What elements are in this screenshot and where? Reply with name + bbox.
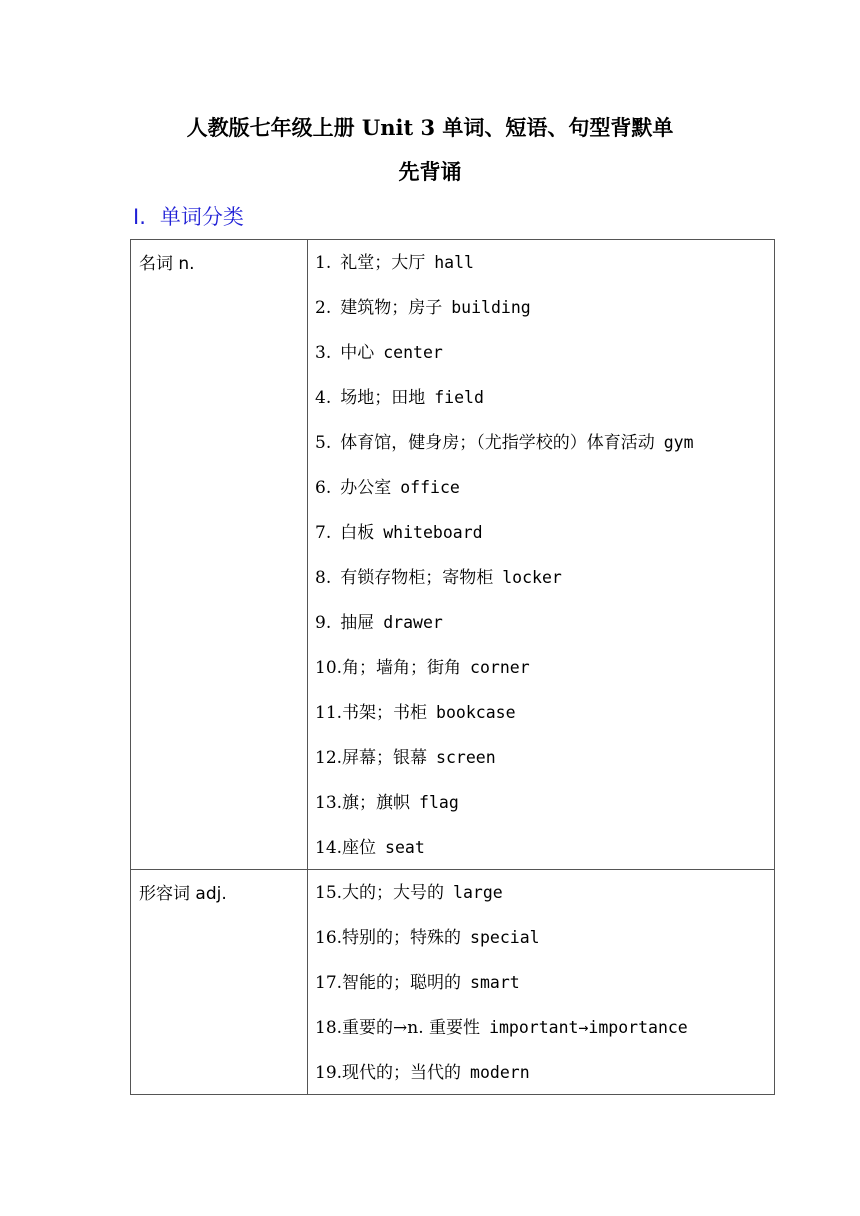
word-entry <box>315 745 774 790</box>
word-chinese: 现代的；当代的 <box>342 1063 462 1083</box>
word-number: 15. <box>315 883 343 903</box>
word-chinese: 屏幕；银幕 <box>342 748 428 768</box>
word-number: 12. <box>315 748 343 768</box>
vocabulary-table <box>130 239 775 1095</box>
word-english: bookcase <box>436 703 516 722</box>
word-english: large <box>453 883 503 902</box>
word-english: smart <box>470 973 520 992</box>
word-entry <box>315 655 774 700</box>
word-english: screen <box>436 748 496 767</box>
word-chinese: 中心 <box>340 343 375 363</box>
word-english: center <box>383 343 443 362</box>
word-entry <box>315 1060 774 1086</box>
word-number: 10. <box>315 658 343 678</box>
section-label: 单词分类 <box>159 205 244 229</box>
word-english: corner <box>470 658 530 677</box>
document-title: 人教版七年级上册 Unit 3 单词、短语、句型背默单 <box>186 115 674 140</box>
category-name: 形容词 adj. <box>131 870 308 1095</box>
word-list <box>308 870 775 1095</box>
word-chinese: 场地；田地 <box>340 388 426 408</box>
word-english: hall <box>434 253 474 272</box>
word-entry <box>315 610 774 655</box>
word-chinese: 角；墙角；街角 <box>342 658 462 678</box>
word-number: 1. <box>315 253 332 273</box>
word-entry <box>315 295 774 340</box>
word-chinese: 座位 <box>342 838 377 858</box>
section-number: I. <box>133 205 146 229</box>
word-chinese: 白板 <box>340 523 375 543</box>
word-english: special <box>470 928 540 947</box>
word-english: field <box>434 388 484 407</box>
word-english: office <box>400 478 460 497</box>
word-chinese: 旗；旗帜 <box>342 793 411 813</box>
word-entry <box>315 925 774 970</box>
word-chinese: 建筑物；房子 <box>340 298 443 318</box>
word-chinese: 重要的→n. 重要性 <box>342 1018 481 1038</box>
word-number: 17. <box>315 973 343 993</box>
word-entry <box>315 475 774 520</box>
word-entry <box>315 1015 774 1060</box>
word-entry <box>315 385 774 430</box>
word-chinese: 办公室 <box>340 478 392 498</box>
word-english: flag <box>419 793 459 812</box>
word-chinese: 有锁存物柜；寄物柜 <box>340 568 494 588</box>
word-number: 5. <box>315 433 332 453</box>
word-number: 11. <box>315 703 343 723</box>
word-number: 3. <box>315 343 332 363</box>
word-chinese: 智能的；聪明的 <box>342 973 462 993</box>
word-number: 8. <box>315 568 332 588</box>
document-subtitle: 先背诵 <box>398 159 462 184</box>
word-number: 14. <box>315 838 343 858</box>
word-english: locker <box>502 568 562 587</box>
category-row <box>131 240 775 870</box>
word-chinese: 大的；大号的 <box>342 883 445 903</box>
word-english: gym <box>663 433 694 452</box>
word-entry <box>315 835 774 861</box>
category-row <box>131 870 775 1095</box>
word-entry <box>315 880 774 925</box>
word-entry <box>315 970 774 1015</box>
word-number: 2. <box>315 298 332 318</box>
word-entry <box>315 340 774 385</box>
word-chinese: 礼堂；大厅 <box>340 253 426 273</box>
word-chinese: 体育馆，健身房；（尤指学校的）体育活动 <box>340 433 655 453</box>
word-english: seat <box>385 838 425 857</box>
word-number: 6. <box>315 478 332 498</box>
word-english: drawer <box>383 613 443 632</box>
word-english: whiteboard <box>383 523 483 542</box>
word-entry <box>315 430 774 475</box>
category-name: 名词 n. <box>131 240 308 870</box>
word-entry <box>315 790 774 835</box>
word-chinese: 书架；书柜 <box>342 703 428 723</box>
word-entry <box>315 700 774 745</box>
word-number: 4. <box>315 388 332 408</box>
word-entry <box>315 250 774 295</box>
word-number: 18. <box>315 1018 343 1038</box>
word-english: important→importance <box>489 1018 688 1037</box>
word-english: modern <box>470 1063 530 1082</box>
word-entry <box>315 565 774 610</box>
word-english: building <box>451 298 531 317</box>
word-number: 7. <box>315 523 332 543</box>
word-number: 19. <box>315 1063 343 1083</box>
section-heading <box>133 202 244 232</box>
word-number: 9. <box>315 613 332 633</box>
word-chinese: 特别的；特殊的 <box>342 928 462 948</box>
word-entry <box>315 520 774 565</box>
word-number: 16. <box>315 928 343 948</box>
word-number: 13. <box>315 793 343 813</box>
word-chinese: 抽屉 <box>340 613 375 633</box>
word-list <box>308 240 775 870</box>
